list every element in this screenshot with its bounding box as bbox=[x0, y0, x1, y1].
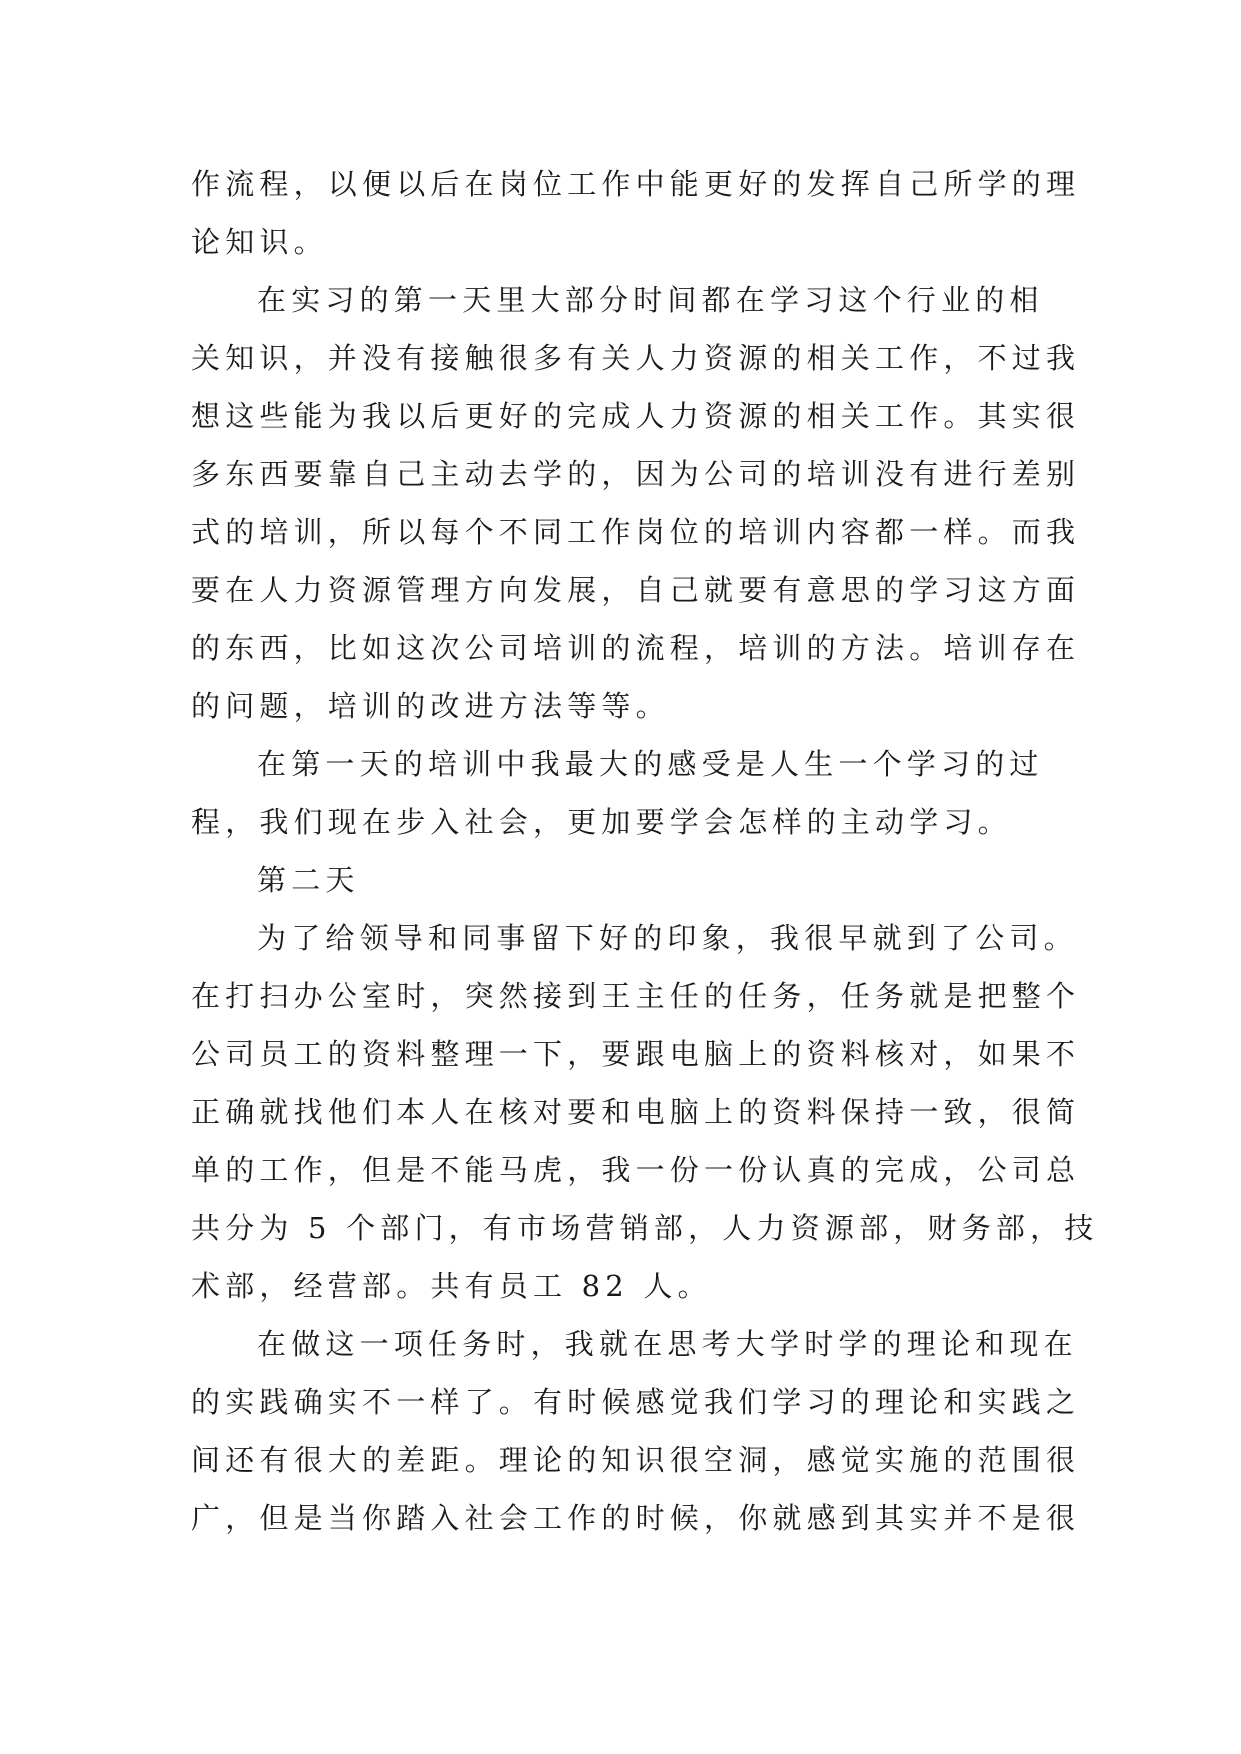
text-line: 想这些能为我以后更好的完成人力资源的相关工作。其实很 bbox=[191, 399, 1081, 433]
text-line: 第二天 bbox=[257, 863, 360, 897]
text-line: 为了给领导和同事留下好的印象，我很早就到了公司。 bbox=[257, 921, 1078, 955]
text-line: 程，我们现在步入社会，更加要学会怎样的主动学习。 bbox=[191, 805, 1012, 839]
text-line: 公司员工的资料整理一下，要跟电脑上的资料核对，如果不 bbox=[191, 1037, 1081, 1071]
text-line: 关知识，并没有接触很多有关人力资源的相关工作，不过我 bbox=[191, 341, 1081, 375]
text-line: 作流程，以便以后在岗位工作中能更好的发挥自己所学的理 bbox=[191, 167, 1081, 201]
text-line: 的实践确实不一样了。有时候感觉我们学习的理论和实践之 bbox=[191, 1385, 1081, 1419]
text-line: 的问题，培训的改进方法等等。 bbox=[191, 689, 670, 723]
text-line: 单的工作，但是不能马虎，我一份一份认真的完成，公司总 bbox=[191, 1153, 1081, 1187]
text-line: 在打扫办公室时，突然接到王主任的任务，任务就是把整个 bbox=[191, 979, 1081, 1013]
text-line: 术部，经营部。共有员工 82 人。 bbox=[191, 1269, 712, 1303]
text-line: 在做这一项任务时，我就在思考大学时学的理论和现在 bbox=[257, 1327, 1078, 1361]
text-line: 广，但是当你踏入社会工作的时候，你就感到其实并不是很 bbox=[191, 1501, 1081, 1535]
text-line: 式的培训，所以每个不同工作岗位的培训内容都一样。而我 bbox=[191, 515, 1081, 549]
text-line: 多东西要靠自己主动去学的，因为公司的培训没有进行差别 bbox=[191, 457, 1081, 491]
text-line: 共分为 5 个部门，有市场营销部，人力资源部，财务部，技 bbox=[191, 1211, 1099, 1245]
text-line: 间还有很大的差距。理论的知识很空洞，感觉实施的范围很 bbox=[191, 1443, 1081, 1477]
text-line: 在第一天的培训中我最大的感受是人生一个学习的过 bbox=[257, 747, 1044, 781]
text-line: 论知识。 bbox=[191, 225, 328, 259]
text-line: 要在人力资源管理方向发展，自己就要有意思的学习这方面 bbox=[191, 573, 1081, 607]
document-body bbox=[191, 155, 1099, 1547]
text-line: 在实习的第一天里大部分时间都在学习这个行业的相 bbox=[257, 283, 1044, 317]
text-line: 正确就找他们本人在核对要和电脑上的资料保持一致，很简 bbox=[191, 1095, 1081, 1129]
text-line: 的东西，比如这次公司培训的流程，培训的方法。培训存在 bbox=[191, 631, 1081, 665]
